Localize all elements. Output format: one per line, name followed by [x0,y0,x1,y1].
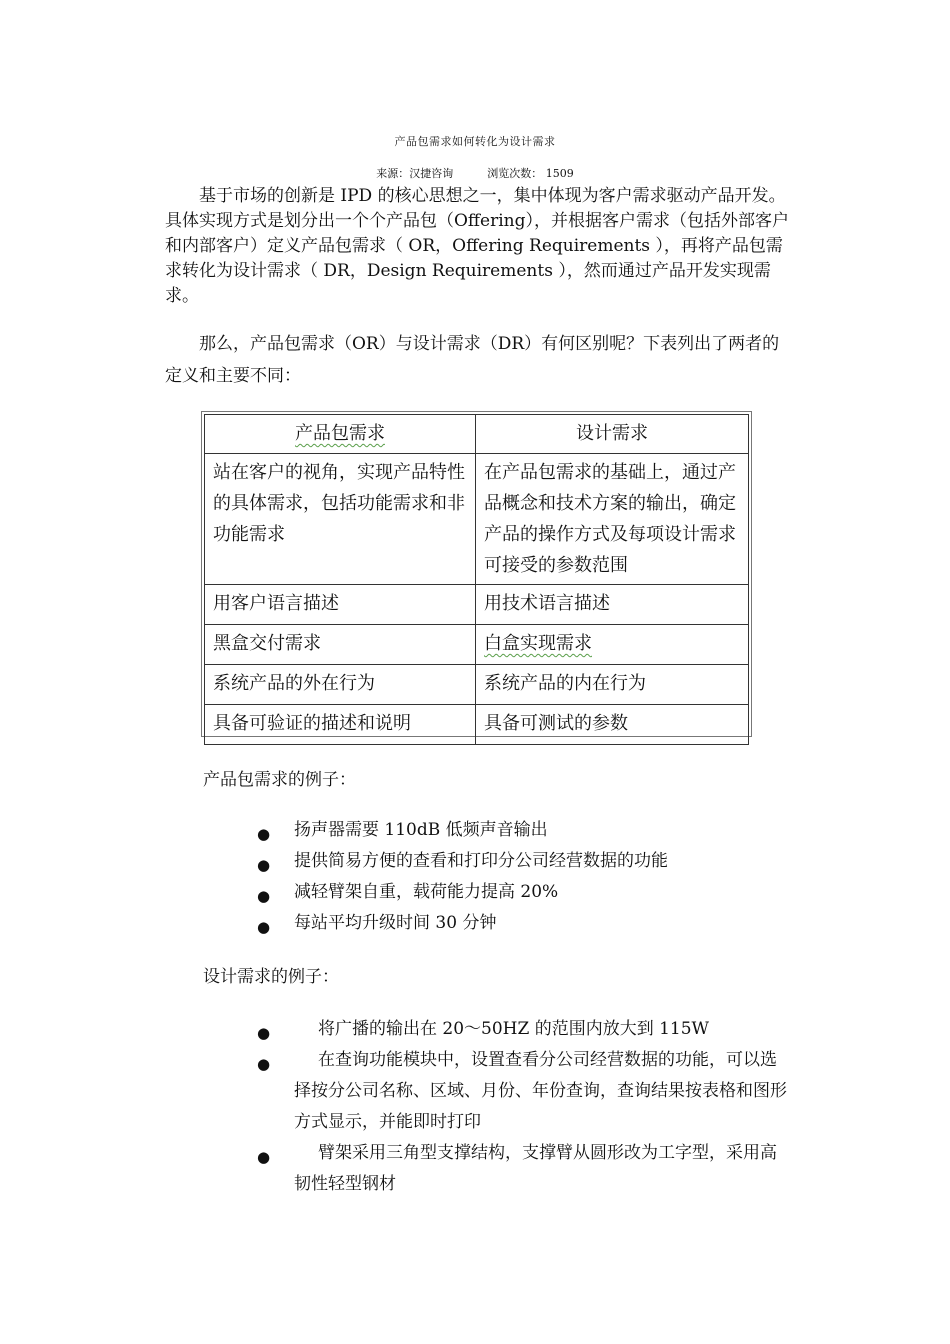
table-cell: 具备可验证的描述和说明 [205,705,476,745]
table-cell: 在产品包需求的基础上，通过产品概念和技术方案的输出，确定产品的操作方式及每项设计需求可接受的参数范围 [476,454,749,585]
table-cell: 用客户语言描述 [205,585,476,625]
list-item [257,1138,791,1200]
header-dr [476,415,749,454]
bullet-icon: ● [257,1148,271,1166]
table-row [205,705,749,745]
table-header-row [205,415,749,454]
views-count: 1509 [545,167,574,180]
list-item-text: 提供简易方便的查看和打印分公司经营数据的功能 [294,851,668,871]
comparison-table-image [201,411,752,737]
header-dr-text: 设计需求 [576,423,648,444]
table-cell: 系统产品的外在行为 [205,665,476,705]
bullet-icon: ● [257,856,271,874]
table-row [205,625,749,665]
table-row [205,454,749,585]
table-row [205,665,749,705]
list-item [257,846,791,877]
list-item-text: 将广播的输出在 20～50HZ 的范围内放大到 115W [318,1019,710,1039]
table-cell [476,625,749,665]
table-cell: 具备可测试的参数 [476,705,749,745]
table-row [205,585,749,625]
question-paragraph [165,328,790,392]
views-label: 浏览次数： [487,167,543,180]
intro-paragraph [165,184,790,309]
intro-text: 基于市场的创新是 IPD 的核心思想之一，集中体现为客户需求驱动产品开发。具体实现方式是划分出一个个产品包（Offering），并根据客户需求（包括外部客户和内部客户）定义产品包需求（ OR，Offering Requirements ），再将产品包需求转化为设计需求（ DR，Design Requirements ），然而通过产品开发实现需求。 [165,186,789,306]
header-or-text: 产品包需求 [295,423,385,444]
list-item-text: 扬声器需要 110dB 低频声音输出 [294,820,548,840]
comparison-table [204,414,749,745]
list-item [257,1014,791,1045]
question-text: 那么，产品包需求（OR）与设计需求（DR）有何区别呢？下表列出了两者的定义和主要不同： [165,334,780,386]
table-cell: 系统产品的内在行为 [476,665,749,705]
bullet-icon: ● [257,918,271,936]
table-cell: 用技术语言描述 [476,585,749,625]
or-examples-label: 产品包需求的例子： [203,770,356,790]
list-item [257,815,791,846]
bullet-icon: ● [257,887,271,905]
dr-examples-label: 设计需求的例子： [203,967,339,987]
table-cell: 黑盒交付需求 [205,625,476,665]
list-item-text: 臂架采用三角型支撑结构，支撑臂从圆形改为工字型，采用高韧性轻型钢材 [294,1143,777,1194]
article-meta [0,165,950,181]
or-examples-list [257,815,791,939]
list-item-text: 减轻臂架自重，载荷能力提高 20% [294,882,559,902]
table-cell: 站在客户的视角，实现产品特性的具体需求，包括功能需求和非功能需求 [205,454,476,585]
list-item [257,877,791,908]
source-label: 来源：汉捷咨询 [376,167,454,180]
list-item [257,908,791,939]
bullet-icon: ● [257,1055,271,1073]
bullet-icon: ● [257,825,271,843]
list-item-text: 每站平均升级时间 30 分钟 [294,913,497,933]
dr-examples-list [257,1014,791,1200]
list-item [257,1045,791,1138]
page-title: 产品包需求如何转化为设计需求 [394,135,556,148]
header-or [205,415,476,454]
bullet-icon: ● [257,1024,271,1042]
list-item-text: 在查询功能模块中，设置查看分公司经营数据的功能，可以选择按分公司名称、区域、月份、年份查询，查询结果按表格和图形方式显示，并能即时打印 [294,1050,787,1132]
table-cell-text: 白盒实现需求 [484,633,592,654]
